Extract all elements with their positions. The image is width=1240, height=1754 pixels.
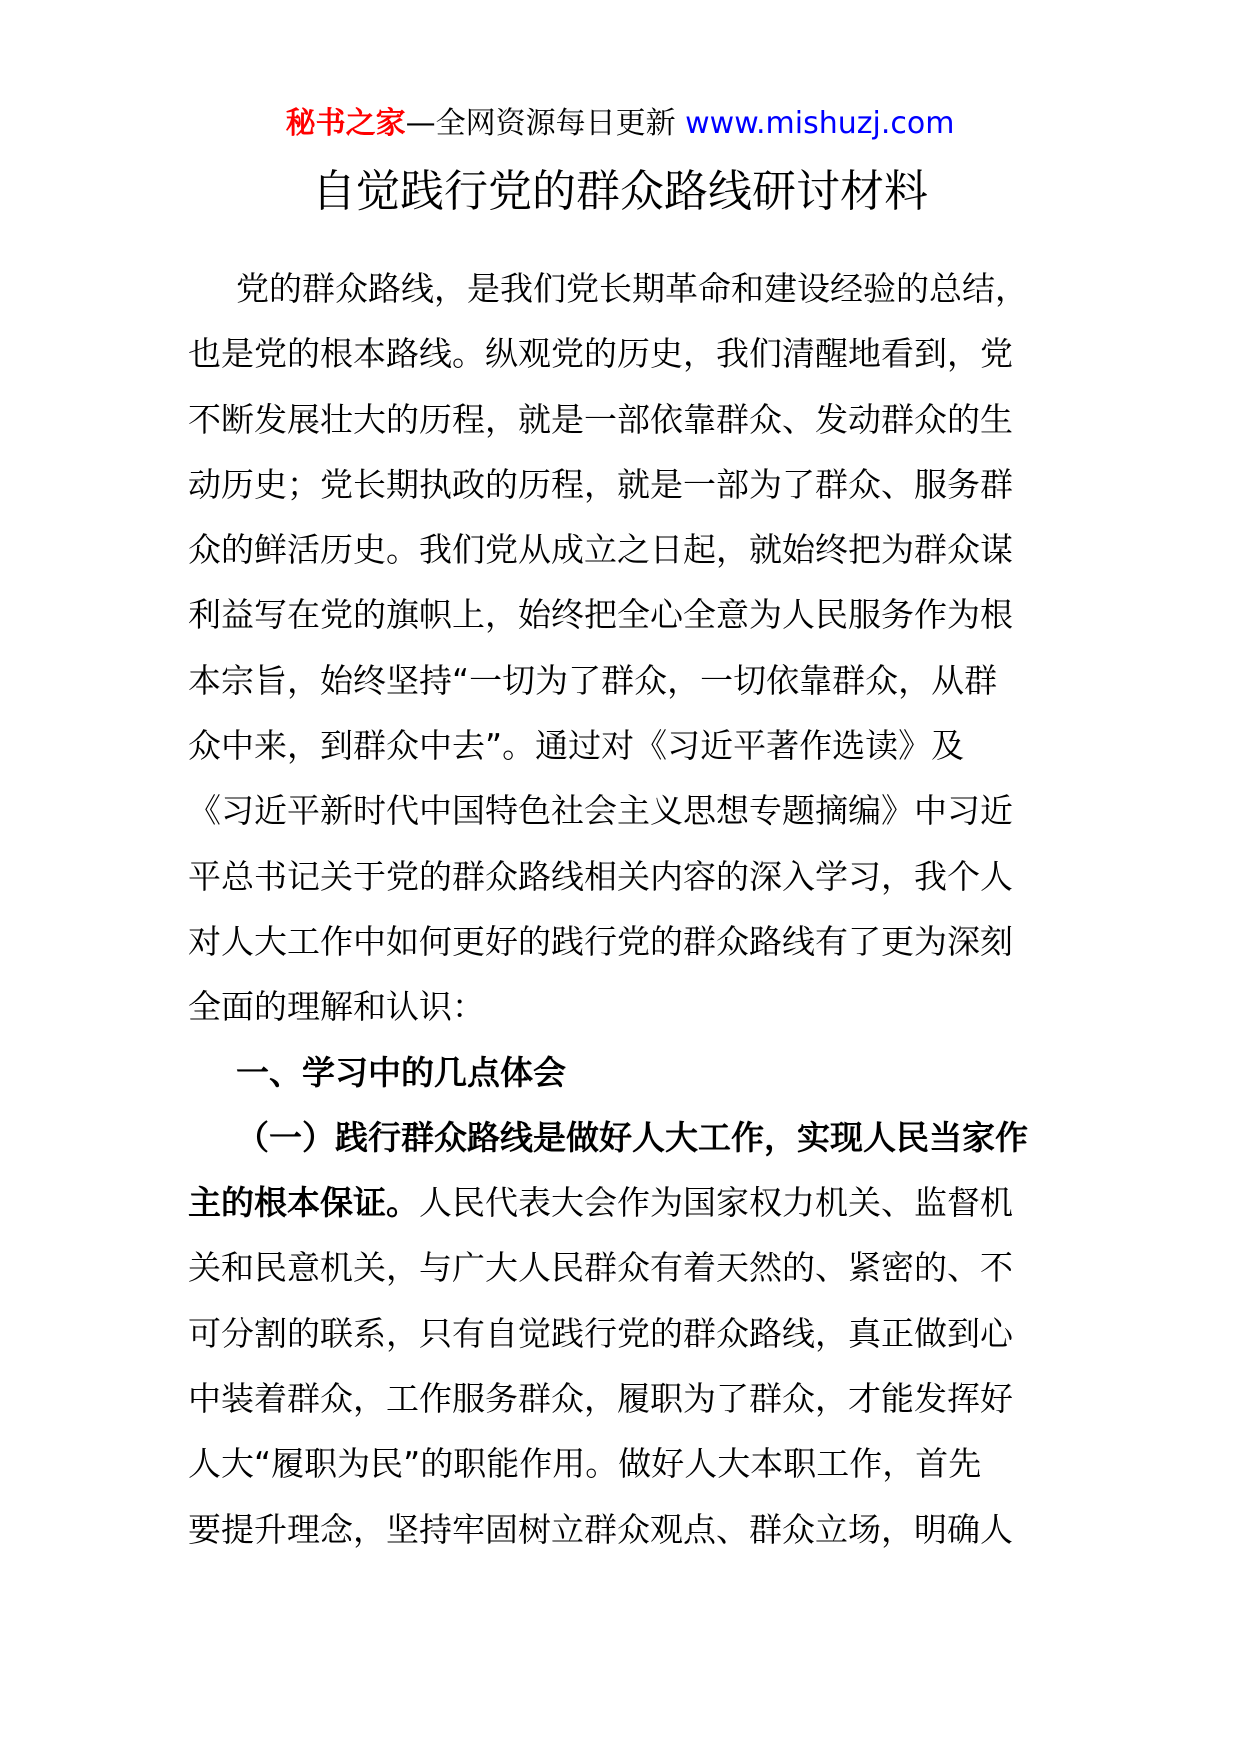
paragraph-line bbox=[188, 1170, 1038, 1235]
site-brand: 秘书之家 bbox=[285, 106, 406, 141]
paragraph-line: 党的群众路线，是我们党长期革命和建设经验的总结， bbox=[236, 269, 1028, 308]
paragraph-line: 也是党的根本路线。纵观党的历史，我们清醒地看到，党 bbox=[188, 334, 1013, 374]
paragraph-line: 《习近平新时代中国特色社会主义思想专题摘编》中习近 bbox=[188, 791, 1013, 831]
subsection-heading: （一）践行群众路线是做好人大工作，实现人民当家作 bbox=[236, 1117, 1028, 1157]
paragraph-line: 不断发展壮大的历程，就是一部依靠群众、发动群众的生 bbox=[188, 399, 1013, 439]
paragraph-line: 关和民意机关，与广大人民群众有着天然的、紧密的、不 bbox=[188, 1248, 1013, 1288]
site-tagline: —全网资源每日更新 bbox=[405, 106, 676, 141]
paragraph-line: 要提升理念，坚持牢固树立群众观点、群众立场，明确人 bbox=[188, 1509, 1013, 1549]
paragraph-line: 人大“履职为民”的职能作用。做好人大本职工作，首先 bbox=[188, 1444, 982, 1484]
paragraph-line: 平总书记关于党的群众路线相关内容的深入学习，我个人 bbox=[188, 856, 1013, 896]
paragraph-line: 对人大工作中如何更好的践行党的群众路线有了更为深刻 bbox=[188, 921, 1013, 961]
paragraph-line: 全面的理解和认识： bbox=[188, 987, 485, 1027]
site-url-link[interactable]: www.mishuzj.com bbox=[685, 106, 955, 141]
document-body bbox=[188, 256, 1038, 1562]
paragraph-line: 众中来，到群众中去”。通过对《习近平著作选读》及 bbox=[188, 726, 965, 766]
document-title: 自觉践行党的群众路线研讨材料 bbox=[312, 166, 928, 217]
paragraph-text: 人民代表大会作为国家权力机关、监督机 bbox=[419, 1183, 1013, 1223]
paragraph-line: 众的鲜活历史。我们党从成立之日起，就始终把为群众谋 bbox=[188, 530, 1013, 570]
paragraph-line: 中装着群众，工作服务群众，履职为了群众，才能发挥好 bbox=[188, 1379, 1013, 1419]
paragraph-line: 可分割的联系，只有自觉践行党的群众路线，真正做到心 bbox=[188, 1313, 1013, 1353]
paragraph-line: 本宗旨，始终坚持“一切为了群众，一切依靠群众，从群 bbox=[188, 660, 998, 700]
paragraph-line: 利益写在党的旗帜上，始终把全心全意为人民服务作为根 bbox=[188, 595, 1013, 635]
paragraph-line: 动历史；党长期执政的历程，就是一部为了群众、服务群 bbox=[188, 464, 1013, 504]
subsection-heading-tail: 主的根本保证。 bbox=[188, 1183, 419, 1223]
section-heading: 一、学习中的几点体会 bbox=[236, 1052, 566, 1092]
site-header bbox=[0, 100, 1240, 148]
